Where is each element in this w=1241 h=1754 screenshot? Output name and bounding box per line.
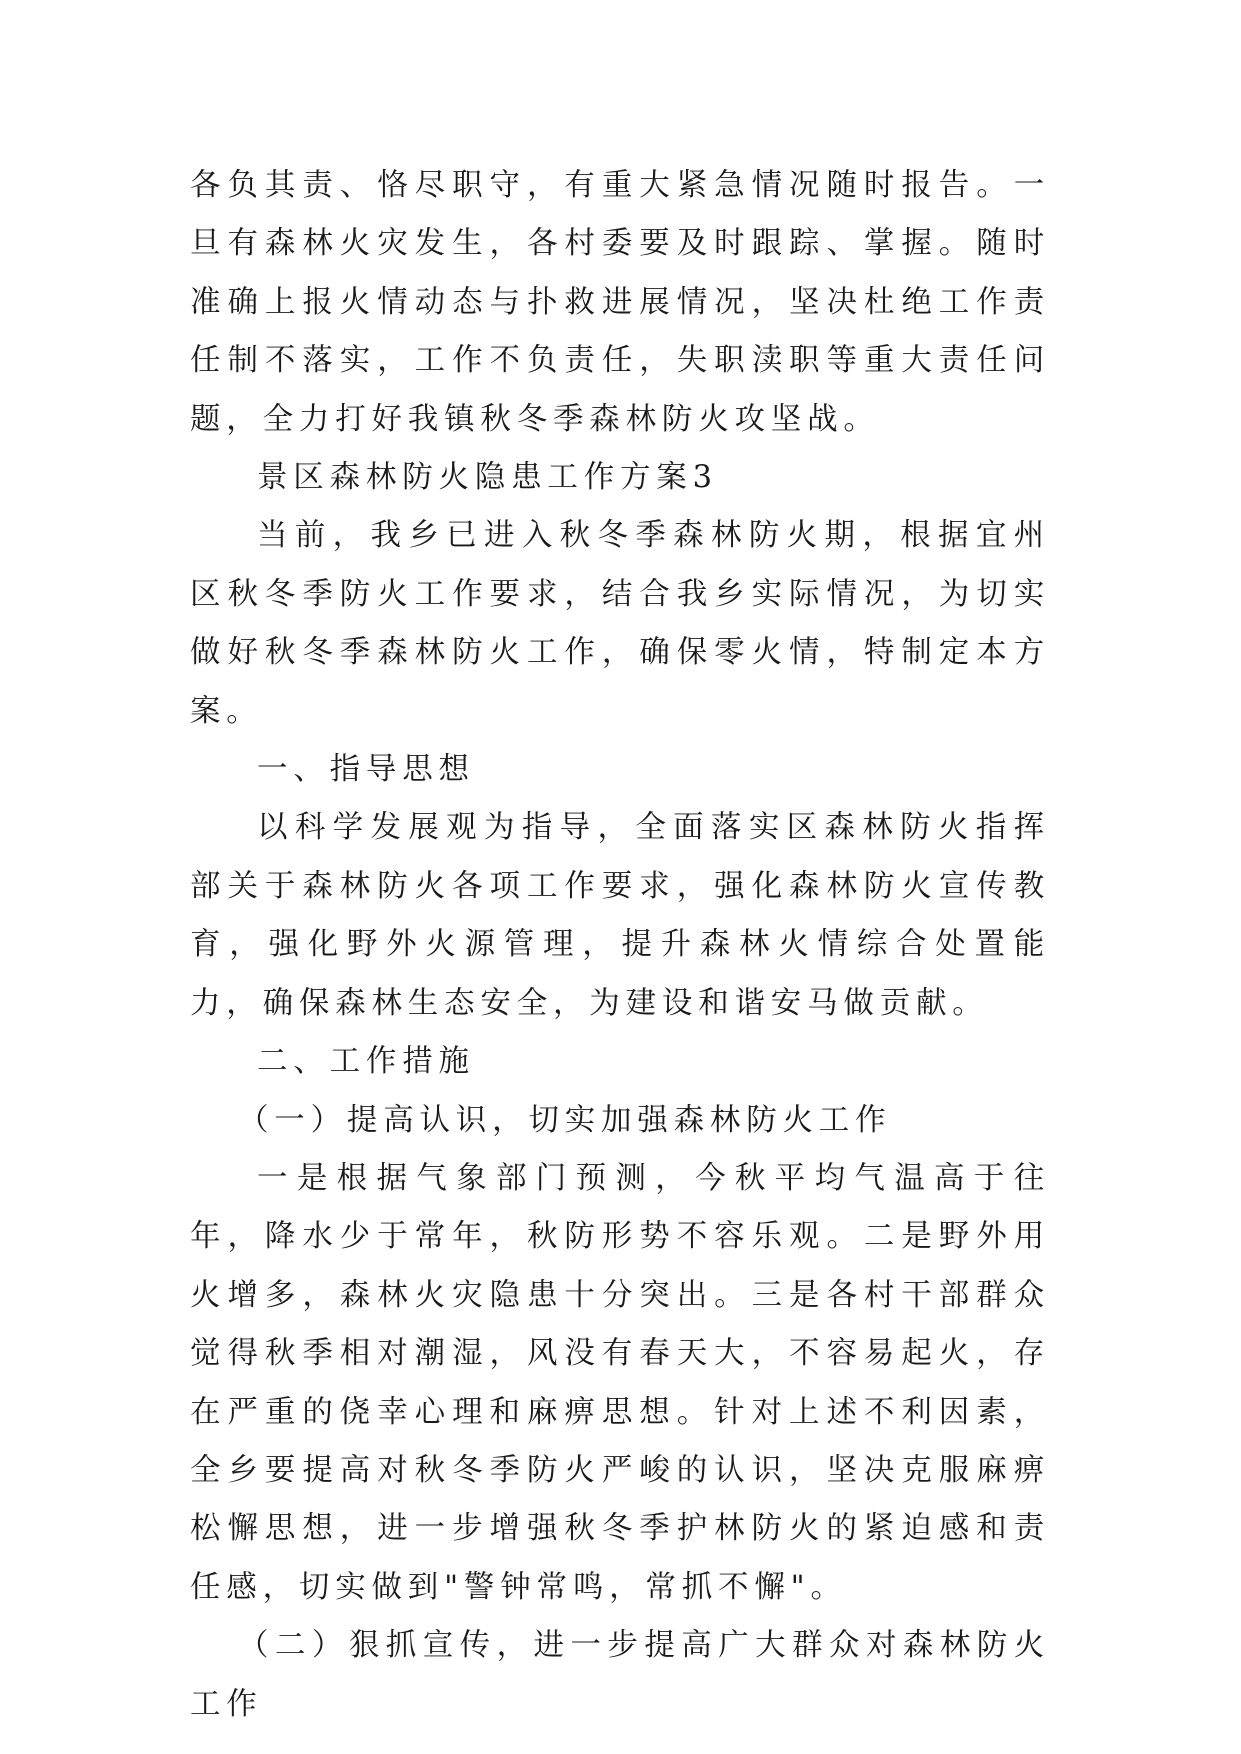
heading-work-measures: 二、工作措施 [257, 1044, 475, 1080]
paragraph-guiding-thought: 以科学发展观为指导，全面落实区森林防火指挥部关于森林防火各项工作要求，强化森林防火宣传教育，强化野外火源管理，提升森林火情综合处置能力，确保森林生态安全，为建设和谐安马做贡献。 [190, 810, 1050, 1021]
section-title: 景区森林防火隐患工作方案3 [257, 460, 718, 496]
document-body [190, 157, 1050, 1734]
subheading-2: （二）狠抓宣传，进一步提高广大群众对森林防火工作 [190, 1628, 1050, 1722]
heading-guiding-thought: 一、指导思想 [257, 752, 475, 788]
paragraph-measures-1: 一是根据气象部门预测，今秋平均气温高于往年，降水少于常年，秋防形势不容乐观。二是野外用火增多，森林火灾隐患十分突出。三是各村干部群众觉得秋季相对潮湿，风没有春天大，不容易起火，存在严重的侥幸心理和麻痹思想。针对上述不利因素，全乡要提高对秋冬季防火严峻的认识，坚决克服麻痹松懈思想，进一步增强秋冬季护林防火的紧迫感和责任感，切实做到"警钟常鸣，常抓不懈"。 [190, 1160, 1050, 1605]
paragraph-1: 各负其责、恪尽职守，有重大紧急情况随时报告。一旦有森林火灾发生，各村委要及时跟踪、掌握。随时准确上报火情动态与扑救进展情况，坚决杜绝工作责任制不落实，工作不负责任，失职渎职等重大责任问题，全力打好我镇秋冬季森林防火攻坚战。 [190, 168, 1050, 437]
subheading-1: （一）提高认识，切实加强森林防火工作 [238, 1102, 892, 1138]
paragraph-intro: 当前，我乡已进入秋冬季森林防火期，根据宜州区秋冬季防火工作要求，结合我乡实际情况，为切实做好秋冬季森林防火工作，确保零火情，特制定本方案。 [190, 518, 1050, 729]
